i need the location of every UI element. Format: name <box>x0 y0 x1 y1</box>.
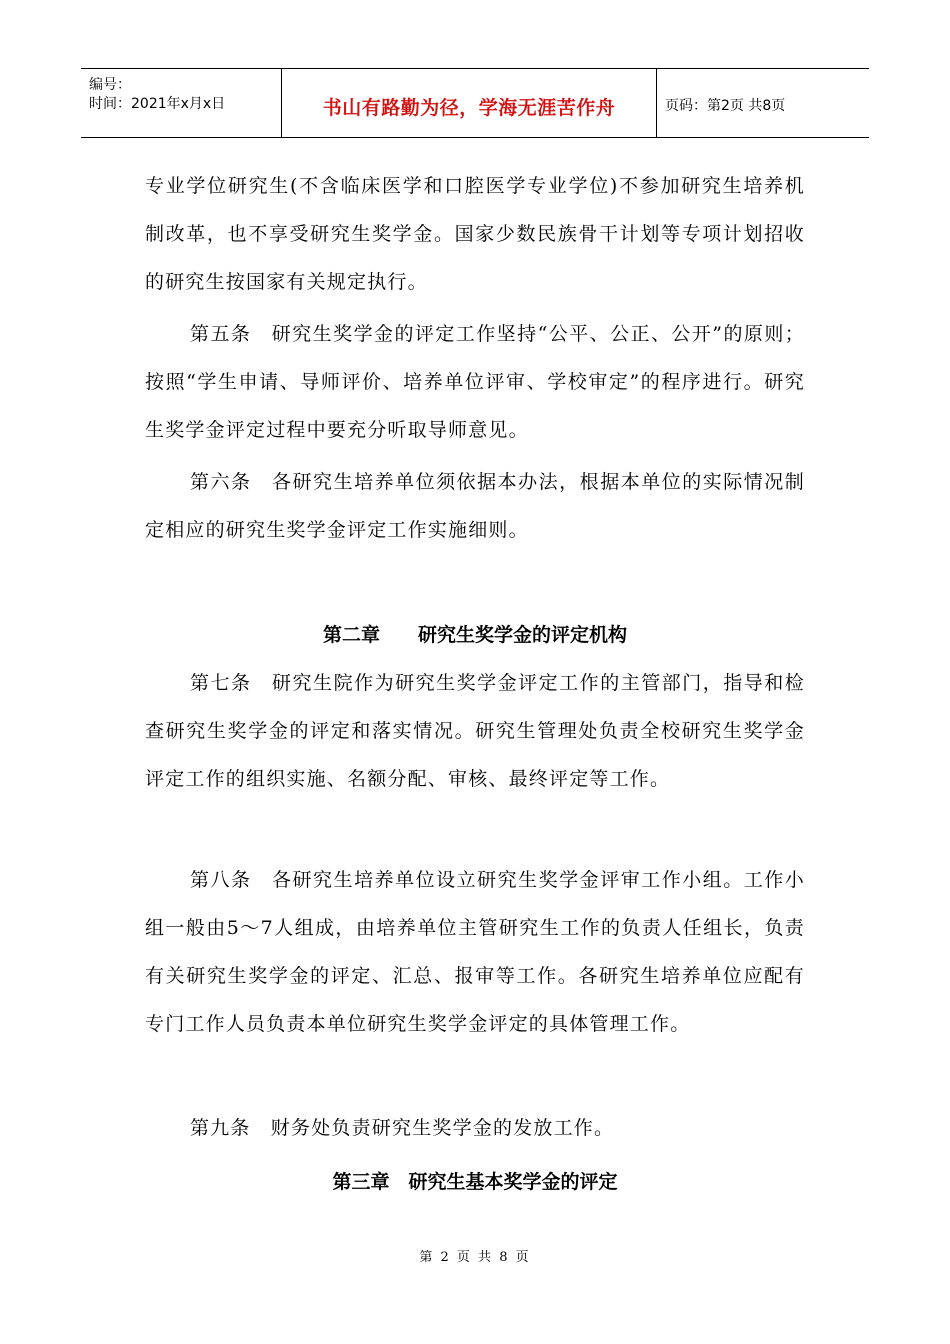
page-footer: 第 2 页 共 8 页 <box>419 1250 531 1265</box>
header-right-cell <box>657 69 869 137</box>
header-left-cell <box>81 69 282 137</box>
paragraph-article-6: 第六条 各研究生培养单位须依据本办法，根据本单位的实际情况制定相应的研究生奖学金评定工作实施细则。 <box>145 471 805 541</box>
paragraph-professional-degree: 专业学位研究生(不含临床医学和口腔医学专业学位)不参加研究生培养机制改革，也不享受研究生奖学金。国家少数民族骨干计划等专项计划招收的研究生按国家有关规定执行。 <box>145 175 805 293</box>
page-header <box>81 68 869 138</box>
paragraph-article-9: 第九条 财务处负责研究生奖学金的发放工作。 <box>190 1117 615 1139</box>
chapter-3-heading: 第三章 研究生基本奖学金的评定 <box>332 1171 618 1193</box>
header-middle-cell <box>282 69 657 137</box>
paragraph-article-7: 第七条 研究生院作为研究生奖学金评定工作的主管部门，指导和检查研究生奖学金的评定和落实情况。研究生管理处负责全校研究生奖学金评定工作的组织实施、名额分配、审核、最终评定等工作。 <box>145 672 805 790</box>
chapter-2-heading: 第二章 研究生奖学金的评定机构 <box>322 624 627 646</box>
header-motto: 书山有路勤为径，学海无涯苦作舟 <box>322 97 616 119</box>
paragraph-article-8: 第八条 各研究生培养单位设立研究生奖学金评审工作小组。工作小组一般由5～7人组成，由培养单位主管研究生工作的负责人任组长，负责有关研究生奖学金的评定、汇总、报审等工作。各研究生培养单位应配有专门工作人员负责本单位研究生奖学金评定的具体管理工作。 <box>145 869 805 1035</box>
header-page-number: 页码：第2页 共8页 <box>665 98 786 114</box>
paragraph-article-5: 第五条 研究生奖学金的评定工作坚持“公平、公正、公开”的原则；按照“学生申请、导师评价、培养单位评审、学校审定”的程序进行。研究生奖学金评定过程中要充分听取导师意见。 <box>145 323 805 441</box>
document-number-label: 编号： <box>89 77 131 93</box>
document-date-label: 时间：2021年x月x日 <box>89 96 226 112</box>
